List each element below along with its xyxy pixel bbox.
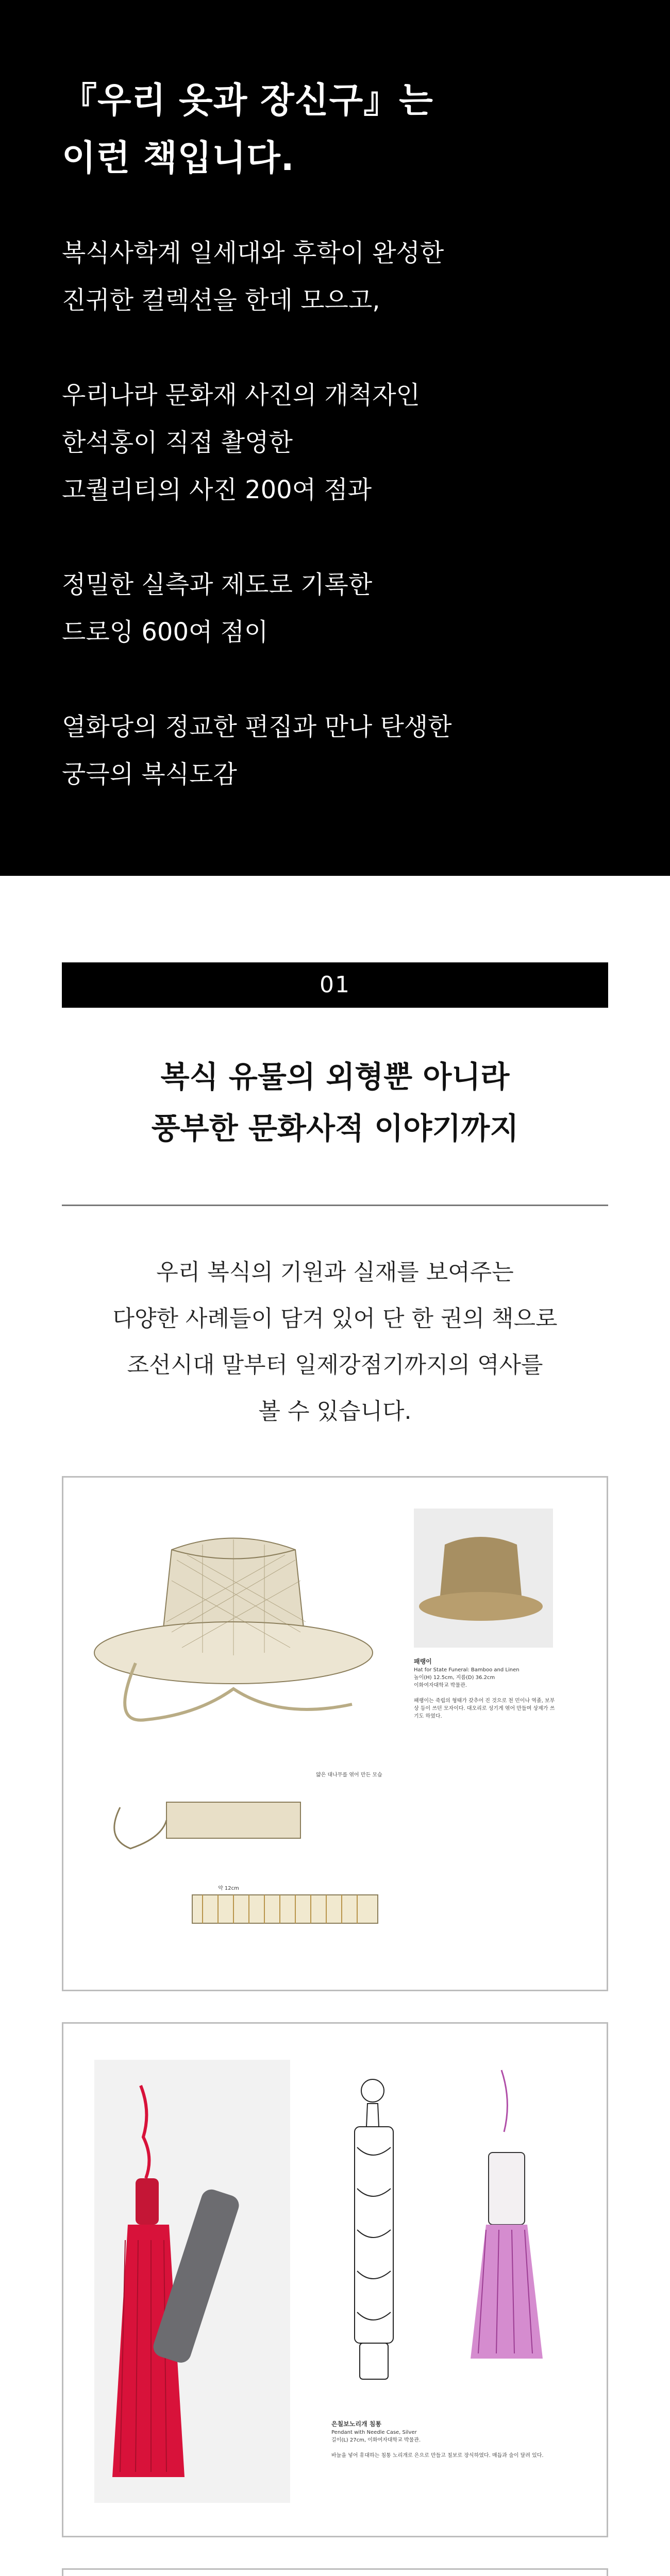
- hero-line: 복식사학계 일세대와 후학이 완성한: [62, 239, 444, 267]
- hat-meta: 높이(H) 12.5cm, 지름(D) 36.2cm: [414, 1675, 495, 1681]
- needlecase-meta: 길이(L) 27cm, 이화여자대학교 박물관.: [331, 2437, 421, 2443]
- hero-gap: [62, 324, 452, 371]
- needlecase-title: 은칠보노리개 침통: [331, 2420, 381, 2428]
- hero-gap: [62, 656, 452, 703]
- hero-feature-list: [62, 229, 452, 798]
- hero-line: 정밀한 실측과 제도로 기록한: [62, 570, 373, 599]
- hero-title-line: 『우리 옷과 장신구』는: [62, 80, 433, 121]
- strap-detail: [166, 1802, 300, 1838]
- needlecase-body: 바늘을 넣어 휴대하는 침통 노리개로 은으로 만들고 칠보로 장식하였다. 매듭과 술이 달려 있다.: [331, 2453, 544, 2459]
- desc-line: 우리 복식의 기원과 실재를 보여주는: [156, 1259, 514, 1285]
- hero-line: 고퀄리티의 사진 200여 점과: [62, 476, 372, 504]
- desc-line: 다양한 사례들이 담겨 있어 단 한 권의 책으로: [112, 1306, 558, 1332]
- hero-title-line: 이런 책입니다.: [62, 138, 295, 179]
- glasses-illustration: [63, 2570, 607, 2576]
- needlecase-caption: [331, 2420, 558, 2460]
- hero-line: 궁극의 복식도감: [62, 760, 237, 789]
- band-strip: [192, 1895, 378, 1923]
- needlecase-subtitle: Pendant with Needle Case, Silver: [331, 2430, 417, 2435]
- hat-note: 얇은 대나무를 엮어 만든 모습: [316, 1772, 382, 1778]
- hat-illustration: [63, 1478, 607, 1990]
- intro-hero: [0, 0, 670, 876]
- section-description: [0, 1249, 670, 1435]
- hero-line: 열화당의 정교한 편집과 만나 탄생한: [62, 713, 452, 741]
- hat-subtitle: Hat for State Funeral: Bamboo and Linen: [414, 1667, 520, 1673]
- section-number-band: 01: [62, 962, 608, 1008]
- desc-line: 볼 수 있습니다.: [258, 1398, 412, 1425]
- section-heading-line2: 풍부한 문화사적 이야기까지: [151, 1111, 519, 1146]
- book-page-needlecase: [62, 2022, 608, 2537]
- hat-owner: 이화여자대학교 박물관.: [414, 1683, 467, 1688]
- hero-line: 한석홍이 직접 촬영한: [62, 428, 293, 457]
- desc-line: 조선시대 말부터 일제강점기까지의 역사를: [127, 1352, 543, 1378]
- hero-line: 드로잉 600여 점이: [62, 618, 269, 647]
- hat-caption: [414, 1658, 558, 1720]
- hero-line: 우리나라 문화재 사진의 개척자인: [62, 381, 420, 410]
- section-heading-line1: 복식 유물의 외형뿐 아니라: [160, 1059, 510, 1094]
- hat-body: 패랭이는 죽립의 형태가 갖추어 진 것으로 천 민이나 역졸, 보부상 등이 쓰던 모자이다. 대오리로 성기게 엮어 만들며 상제가 쓰기도 하였다.: [414, 1698, 555, 1719]
- needlecase-drawing: [355, 2079, 393, 2379]
- hero-title: [62, 72, 433, 188]
- hero-line: 진귀한 컬렉션을 한데 모으고,: [62, 286, 380, 315]
- hat-title: 패랭이: [414, 1658, 432, 1665]
- hero-gap: [62, 514, 452, 561]
- hat-scale-label: 약 12cm: [218, 1886, 239, 1891]
- section-divider: [62, 1205, 608, 1206]
- book-page-glasses: [62, 2568, 608, 2576]
- book-page-hat: [62, 1476, 608, 1991]
